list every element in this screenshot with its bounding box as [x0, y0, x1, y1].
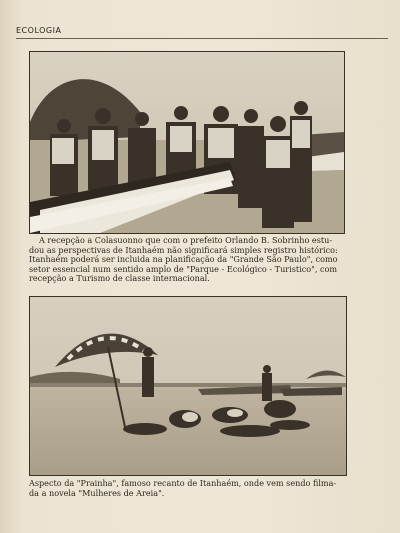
section-header: ECOLOGIA	[16, 26, 62, 35]
caption-top-line: setor essencial num sentido amplo de "Parque - Ecológico - Turistico", com	[29, 263, 338, 274]
caption-top	[29, 236, 343, 284]
header-rule	[16, 38, 388, 39]
caption-bottom-line: da a novela "Mulheres de Areia".	[29, 487, 165, 498]
caption-top-line: recepção a Turismo de classe internacional.	[29, 273, 210, 284]
caption-bottom	[29, 479, 345, 498]
caption-top-line: dou as perspectivas de Itanhaém não significará simples registro histórico:	[29, 244, 338, 255]
caption-bottom-line: Aspecto da "Prainha", famoso recanto de Itanhaém, onde vem sendo filma-	[29, 478, 337, 488]
photo-group-by-boat	[29, 51, 345, 234]
photo-prainha-beach	[29, 296, 347, 476]
caption-top-line: Itanhaém poderá ser incluida na planificação da "Grande São Paulo", como	[29, 254, 338, 265]
caption-top-line: A recepção a Colasuonno que com o prefeito Orlando B. Sobrinho estu-	[39, 235, 333, 245]
